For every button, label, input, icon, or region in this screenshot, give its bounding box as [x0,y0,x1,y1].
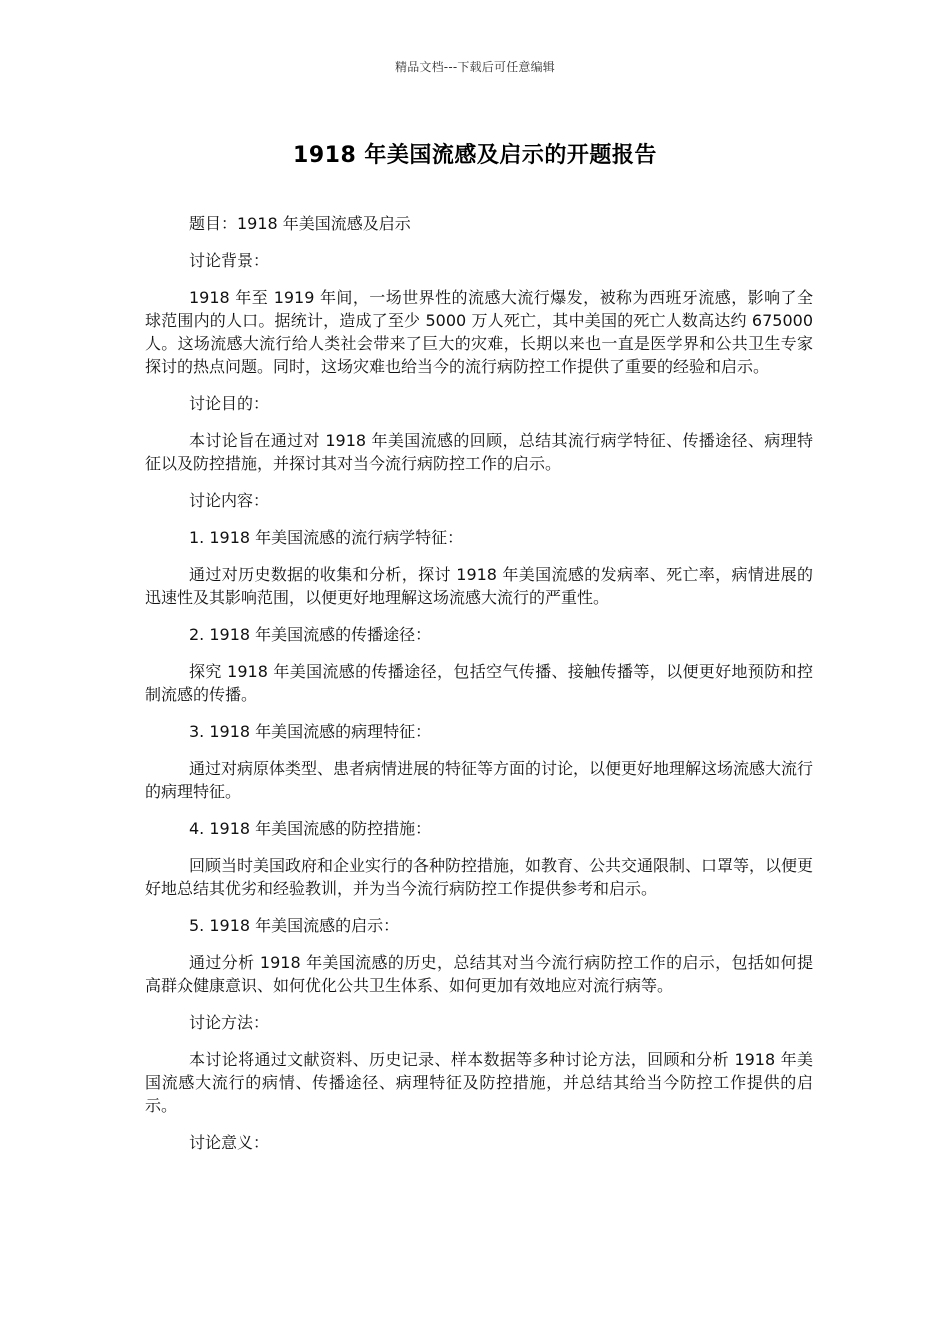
background-text: 1918 年至 1919 年间，一场世界性的流感大流行爆发，被称为西班牙流感，影响了全球范围内的人口。据统计，造成了至少 5000 万人死亡，其中美国的死亡人数高达约 675000 人。这场流感大流行给人类社会带来了巨大的灾难，长期以来也一直是医学界和公共卫生专家探讨的热点问题。同时，这场灾难也给当今的流行病防控工作提供了重要的经验和启示。 [145,288,813,376]
methods-text: 本讨论将通过文献资料、历史记录、样本数据等多种讨论方法，回顾和分析 1918 年美国流感大流行的病情、传播途径、病理特征及防控措施，并总结其给当今防控工作提供的启示。 [145,1050,813,1115]
methods-heading: 讨论方法： [189,1013,270,1032]
content-item-3-title: 3. 1918 年美国流感的病理特征： [189,722,432,741]
topic-line: 题目：1918 年美国流感及启示 [189,214,411,233]
header-note: 精品文档---下载后可任意编辑 [395,60,555,74]
content-item-2-title: 2. 1918 年美国流感的传播途径： [189,625,432,644]
content-item-3-text: 通过对病原体类型、患者病情进展的特征等方面的讨论，以便更好地理解这场流感大流行的病理特征。 [145,759,814,801]
content-item-5-title: 5. 1918 年美国流感的启示： [189,916,400,935]
content-item-4-text: 回顾当时美国政府和企业实行的各种防控措施，如教育、公共交通限制、口罩等，以便更好地总结其优劣和经验教训，并为当今流行病防控工作提供参考和启示。 [145,856,814,898]
document-title: 1918 年美国流感及启示的开题报告 [293,143,657,168]
content-item-1-text: 通过对历史数据的收集和分析，探讨 1918 年美国流感的发病率、死亡率，病情进展的迅速性及其影响范围，以便更好地理解这场流感大流行的严重性。 [145,565,813,607]
content-item-5-text: 通过分析 1918 年美国流感的历史，总结其对当今流行病防控工作的启示，包括如何提高群众健康意识、如何优化公共卫生体系、如何更加有效地应对流行病等。 [145,953,813,995]
background-heading: 讨论背景： [189,251,270,270]
document-body [145,212,813,1168]
content-item-1-title: 1. 1918 年美国流感的流行病学特征： [189,528,464,547]
significance-heading: 讨论意义： [189,1133,270,1152]
content-item-2-text: 探究 1918 年美国流感的传播途径，包括空气传播、接触传播等，以便更好地预防和控制流感的传播。 [145,662,813,704]
purpose-text: 本讨论旨在通过对 1918 年美国流感的回顾，总结其流行病学特征、传播途径、病理特征以及防控措施，并探讨其对当今流行病防控工作的启示。 [145,431,813,473]
purpose-heading: 讨论目的： [189,394,270,413]
content-item-4-title: 4. 1918 年美国流感的防控措施： [189,819,432,838]
content-heading: 讨论内容： [189,491,270,510]
